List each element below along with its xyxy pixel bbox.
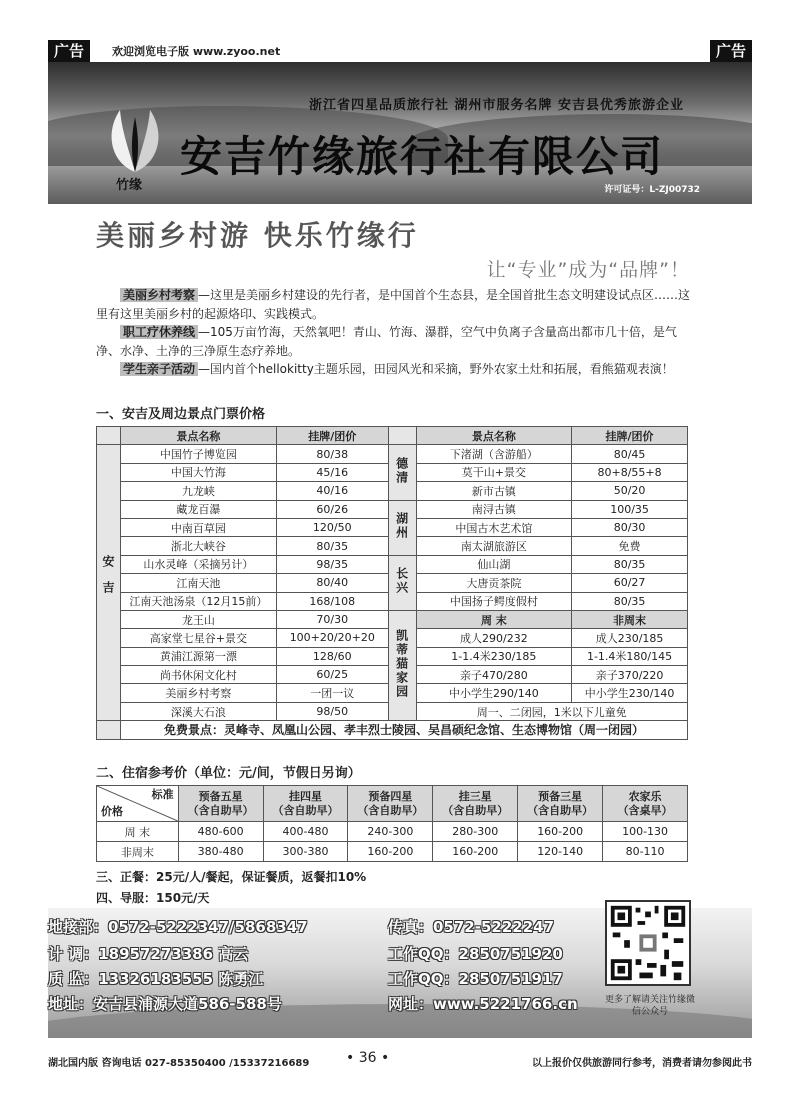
intro-label: 美丽乡村考察 — [120, 288, 198, 302]
spot-price: 80/35 — [572, 555, 688, 573]
hotel-row — [97, 822, 688, 842]
region-cell — [388, 445, 416, 500]
kaidi-weekday-price: 1-1.4米180/145 — [572, 647, 688, 665]
region-label: 湖州 — [394, 512, 409, 541]
intro-paragraph — [96, 360, 696, 379]
hotel-column-header — [518, 786, 603, 822]
hotel-price: 400-480 — [263, 822, 348, 842]
guide-info: 四、导服：150元/天 — [96, 891, 210, 905]
spot-price: 80/40 — [276, 574, 388, 592]
spot-name: 仙山湖 — [416, 555, 572, 573]
region-header-blank — [97, 427, 121, 445]
hotel-row — [97, 842, 688, 862]
hotel-price: 100-130 — [603, 822, 688, 842]
hotel-price: 80-110 — [603, 842, 688, 862]
region-cell — [388, 610, 416, 720]
hotel-column-header — [433, 786, 518, 822]
hotel-column-title: 预备五星 — [198, 789, 243, 803]
ticket-price-table — [96, 426, 688, 740]
supervisor-phone[interactable]: 质 监：13326183555 陈勇江 — [48, 970, 264, 988]
reception-phone[interactable]: 地接部：0572-5222347/5868347 — [48, 918, 308, 936]
hotel-column-sub: （含自助早） — [187, 803, 254, 817]
planner-phone[interactable]: 计 调：18957273386 高云 — [48, 945, 249, 963]
company-name: 安吉竹缘旅行社有限公司 — [180, 132, 665, 181]
ticket-row — [97, 555, 688, 573]
region-blank — [97, 721, 121, 739]
hotel-column-header — [603, 786, 688, 822]
kaidi-weekday-price: 成人230/185 — [572, 629, 688, 647]
hotel-price: 120-140 — [518, 842, 603, 862]
hotel-column-title: 预备三星 — [538, 789, 583, 803]
spot-price: 60/25 — [276, 666, 388, 684]
spot-price: 45/16 — [276, 463, 388, 481]
ad-tag-left: 广告 — [48, 40, 90, 62]
kaidi-weekend-price: 1-1.4米230/185 — [416, 647, 572, 665]
spot-name: 山水灵峰（采摘另计） — [120, 555, 276, 573]
wechat-qr-code-icon[interactable] — [605, 900, 691, 986]
hotel-price: 160-200 — [348, 842, 433, 862]
spot-name: 藏龙百瀑 — [120, 500, 276, 518]
bamboo-leaf-logo-icon — [100, 102, 170, 182]
spot-price: 168/108 — [276, 592, 388, 610]
spot-price: 80/38 — [276, 445, 388, 463]
region-label: 安吉 — [100, 555, 115, 608]
hotel-column-header — [178, 786, 263, 822]
region-header-blank — [388, 427, 416, 445]
spot-name: 浙北大峡谷 — [120, 537, 276, 555]
ticket-row — [97, 500, 688, 518]
page-number: • 36 • — [346, 1050, 390, 1066]
hero-banner — [48, 62, 752, 204]
hotel-price: 240-300 — [348, 822, 433, 842]
corner-bottom-label: 价格 — [101, 805, 123, 818]
hotel-price-table — [96, 785, 688, 862]
spot-name: 中国扬子鳄度假村 — [416, 592, 572, 610]
intro-section — [96, 286, 696, 379]
spot-price: 128/60 — [276, 647, 388, 665]
hotel-column-header — [348, 786, 433, 822]
logo-text: 竹缘 — [116, 178, 143, 193]
spot-price: 50/20 — [572, 482, 688, 500]
spot-name: 黄浦江源第一漂 — [120, 647, 276, 665]
website-link[interactable]: 网址：www.5221766.cn — [388, 995, 578, 1013]
hotel-column-sub: （含自助早） — [272, 803, 339, 817]
kaidi-weekend-price: 成人290/232 — [416, 629, 572, 647]
spot-price-header: 挂牌/团价 — [276, 427, 388, 445]
footer-edition: 湖北国内版 咨询电话 027-85350400 /15337216689 — [48, 1058, 310, 1069]
qr-caption: 更多了解请关注竹缘微信公众号 — [604, 995, 695, 1017]
spot-name: 龙王山 — [120, 610, 276, 628]
spot-price: 80/35 — [572, 592, 688, 610]
spot-price: 60/27 — [572, 574, 688, 592]
kaidi-note: 周一、二闭园，1米以下儿童免 — [416, 702, 687, 720]
spot-price: 80/35 — [276, 537, 388, 555]
intro-text: —105万亩竹海，天然氧吧！青山、竹海、瀑群，空气中负离子含量高出都市几十倍，是气净、水净、土净的三净原生态疗养地。 — [96, 325, 677, 358]
spot-price: 80/45 — [572, 445, 688, 463]
ticket-section-title: 一、安吉及周边景点门票价格 — [96, 407, 266, 422]
kaidi-weekday-price: 亲子370/220 — [572, 666, 688, 684]
kaidi-weekend-price: 亲子470/280 — [416, 666, 572, 684]
region-anji — [97, 445, 121, 721]
spot-price: 98/35 — [276, 555, 388, 573]
hotel-price: 480-600 — [178, 822, 263, 842]
hotel-column-title: 挂四星 — [289, 789, 322, 803]
free-spots-row — [97, 721, 688, 739]
spot-name: 新市古镇 — [416, 482, 572, 500]
ticket-row — [97, 610, 688, 628]
spot-price: 98/50 — [276, 702, 388, 720]
hotel-price: 160-200 — [518, 822, 603, 842]
spot-name-header: 景点名称 — [120, 427, 276, 445]
spot-name: 高家堂七星谷+景交 — [120, 629, 276, 647]
spot-price: 120/50 — [276, 518, 388, 536]
kaidi-weekday-price: 中小学生230/140 — [572, 684, 688, 702]
browse-link[interactable]: 欢迎浏览电子版 www.zyoo.net — [112, 45, 281, 58]
spot-price: 100/35 — [572, 500, 688, 518]
intro-paragraph — [96, 286, 696, 323]
fax-number: 传真：0572-5222247 — [388, 918, 555, 936]
footer-disclaimer: 以上报价仅供旅游同行参考，消费者请勿参阅此书 — [532, 1058, 752, 1069]
intro-label: 职工疗休养线 — [120, 325, 198, 339]
hotel-column-sub: （含自助早） — [357, 803, 424, 817]
sub-slogan: 让“专业”成为“品牌”！ — [486, 259, 690, 281]
spot-name: 江南天池 — [120, 574, 276, 592]
spot-name: 南太湖旅游区 — [416, 537, 572, 555]
hotel-column-header — [263, 786, 348, 822]
work-qq-2[interactable]: 工作QQ：2850751917 — [388, 970, 563, 988]
spot-price: 免费 — [572, 537, 688, 555]
kaidi-weekend-price: 中小学生290/140 — [416, 684, 572, 702]
hotel-row-label: 周 末 — [97, 822, 179, 842]
spot-price: 80+8/55+8 — [572, 463, 688, 481]
spot-name: 南浔古镇 — [416, 500, 572, 518]
spot-name-header: 景点名称 — [416, 427, 572, 445]
main-slogan: 美丽乡村游 快乐竹缘行 — [96, 219, 419, 252]
corner-top-label: 标准 — [151, 788, 174, 801]
ad-tag-right: 广告 — [710, 40, 752, 62]
spot-price: 一团一议 — [276, 684, 388, 702]
hotel-column-title: 挂三星 — [458, 789, 492, 803]
spot-name: 莫干山+景交 — [416, 463, 572, 481]
hotel-price: 280-300 — [433, 822, 518, 842]
address: 地址：安吉县浦源大道586-588号 — [48, 995, 282, 1013]
free-spots: 免费景点：灵峰寺、凤凰山公园、孝丰烈士陵园、吴昌硕纪念馆、生态博物馆（周一闭园） — [120, 721, 687, 739]
license-number: 许可证号：L-ZJ00732 — [604, 185, 700, 195]
hotel-column-title: 农家乐 — [628, 789, 662, 803]
hotel-column-title: 预备四星 — [368, 789, 413, 803]
region-label: 凯蒂猫家园 — [394, 629, 409, 700]
intro-text: —国内首个hellokitty主题乐园，田园风光和采摘，野外农家土灶和拓展，看熊猫观表演！ — [198, 362, 674, 376]
ticket-header-row — [97, 427, 688, 445]
hotel-price: 160-200 — [433, 842, 518, 862]
spot-price: 100+20/20+20 — [276, 629, 388, 647]
spot-name: 中国古木艺术馆 — [416, 518, 572, 536]
spot-name: 尚书休闲文化村 — [120, 666, 276, 684]
spot-name: 江南天池汤泉（12月15前） — [120, 592, 276, 610]
company-honors: 浙江省四星品质旅行社 湖州市服务名牌 安吉县优秀旅游企业 — [308, 98, 684, 113]
spot-name: 下渚湖（含游船） — [416, 445, 572, 463]
kaidi-weekday-header: 非周末 — [572, 610, 688, 628]
intro-paragraph — [96, 323, 696, 360]
hotel-price: 380-480 — [178, 842, 263, 862]
kaidi-weekend-header: 周 末 — [416, 610, 572, 628]
spot-price: 80/30 — [572, 518, 688, 536]
region-cell — [388, 555, 416, 610]
hotel-column-sub: （含自助早） — [527, 803, 594, 817]
hotel-column-sub: （含桌早） — [617, 803, 673, 817]
spot-name: 中南百草园 — [120, 518, 276, 536]
spot-price: 40/16 — [276, 482, 388, 500]
spot-price-header: 挂牌/团价 — [572, 427, 688, 445]
ticket-row — [97, 445, 688, 463]
spot-name: 美丽乡村考察 — [120, 684, 276, 702]
spot-price: 60/26 — [276, 500, 388, 518]
hotel-section-title: 二、住宿参考价（单位：元/间，节假日另询） — [96, 766, 361, 781]
hotel-row-label: 非周末 — [97, 842, 179, 862]
hotel-column-sub: （含自助早） — [442, 803, 509, 817]
spot-name: 深溪大石浪 — [120, 702, 276, 720]
region-label: 德清 — [394, 456, 409, 485]
region-cell — [388, 500, 416, 555]
intro-text: —这里是美丽乡村建设的先行者，是中国首个生态县，是全国首批生态文明建设试点区……这里有这里美丽乡村的起源烙印、实践模式。 — [96, 288, 691, 321]
spot-name: 中国竹子博览园 — [120, 445, 276, 463]
spot-name: 大唐贡茶院 — [416, 574, 572, 592]
hotel-corner-cell — [97, 786, 179, 822]
spot-name: 中国大竹海 — [120, 463, 276, 481]
spot-price: 70/30 — [276, 610, 388, 628]
region-label: 长兴 — [394, 567, 409, 596]
top-bar — [48, 40, 752, 62]
hotel-price: 300-380 — [263, 842, 348, 862]
intro-label: 学生亲子活动 — [120, 362, 198, 376]
spot-name: 九龙峡 — [120, 482, 276, 500]
meal-info: 三、正餐：25元/人/餐起，保证餐质，返餐扣10% — [96, 870, 367, 884]
work-qq-1[interactable]: 工作QQ：2850751920 — [388, 945, 563, 963]
